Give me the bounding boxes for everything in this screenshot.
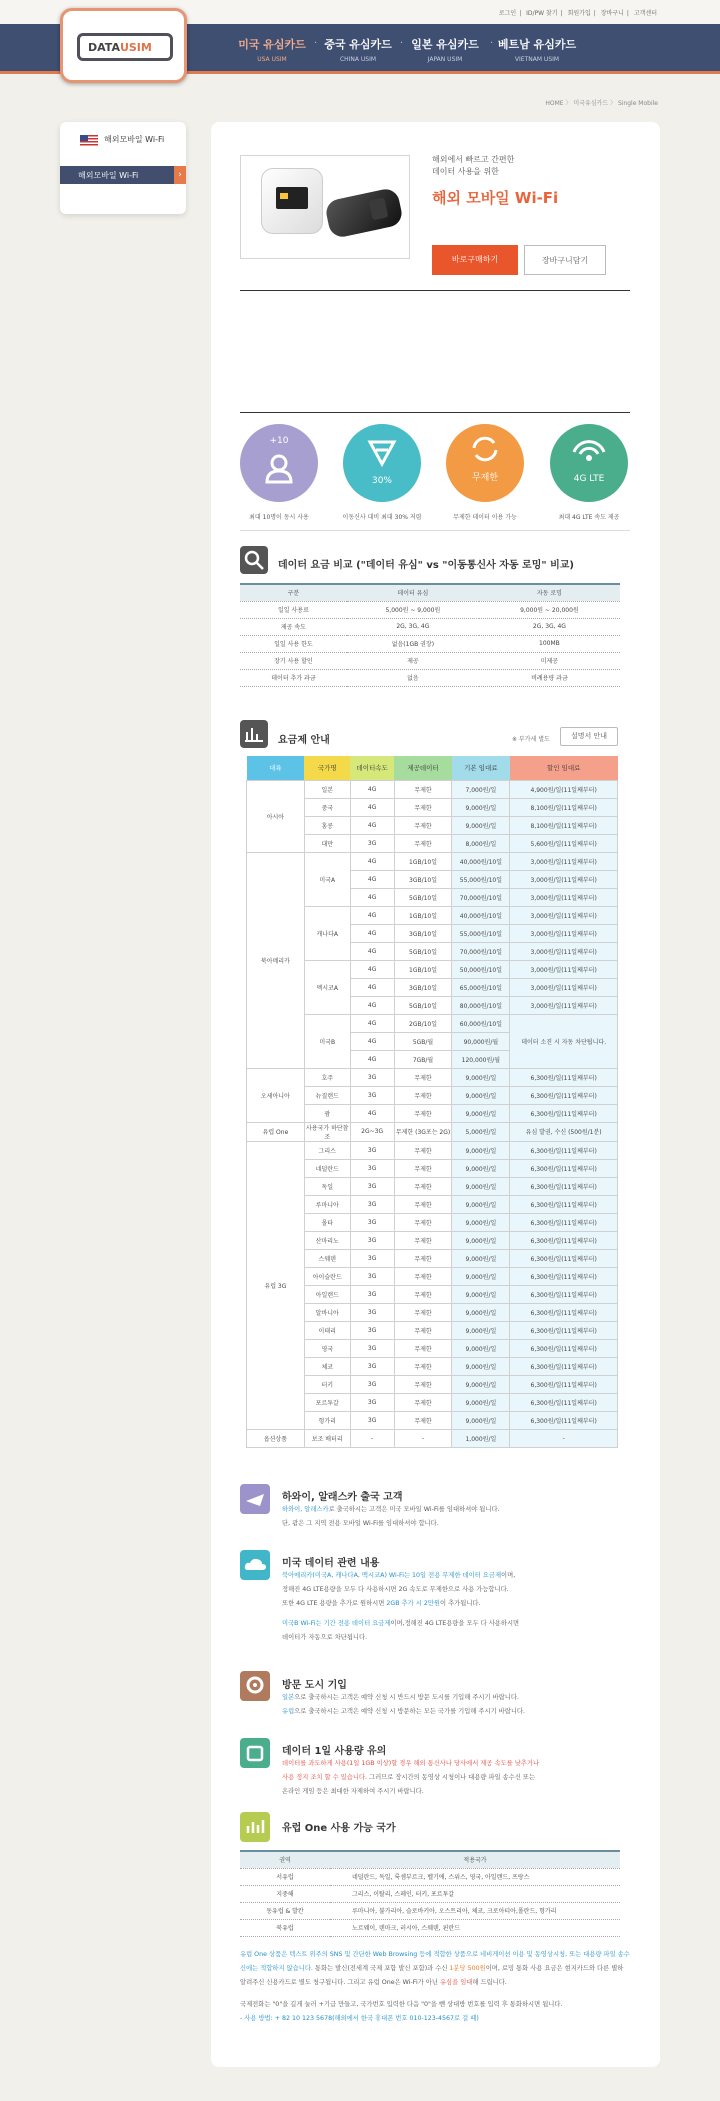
rate-cell: 대만	[304, 834, 350, 852]
feature-users-label: 최대 10명이 동시 사용	[249, 514, 309, 521]
menu-usa-label: 미국 유심카드	[238, 38, 306, 51]
rate-cell: 6,300원/일(11일째부터)	[510, 1231, 618, 1249]
compare-header: 데이터 유심	[347, 584, 479, 601]
rates-title: 요금제 안내	[278, 735, 330, 746]
rate-cell: 무제한	[394, 1285, 452, 1303]
rate-cell: 헝가리	[304, 1411, 350, 1429]
rate-cell: 9,000원/일	[452, 1339, 510, 1357]
rate-cell: 9,000원/일	[452, 1068, 510, 1086]
rate-cell: 6,300원/일(11일째부터)	[510, 1086, 618, 1104]
rate-cell: 4G	[350, 852, 394, 870]
down-arrow-icon	[367, 438, 397, 468]
rate-header: 대륙	[247, 756, 305, 780]
eu-row: 서유럽 네덜란드, 독일, 룩셈부르크, 벨기에, 스위스, 영국, 아일랜드, 프랑스	[240, 1868, 620, 1885]
rate-cell: 6,300원/일(11일째부터)	[510, 1375, 618, 1393]
rate-cell: 무제한	[394, 1177, 452, 1195]
rate-cell: 9,000원/일	[452, 1285, 510, 1303]
rate-cell: 9,000원/일	[452, 1086, 510, 1104]
rate-cell: 무제한	[394, 1231, 452, 1249]
rate-cell: 4G	[350, 1032, 394, 1050]
signup-link[interactable]: 회원가입	[567, 10, 591, 17]
signal-icon	[570, 436, 608, 466]
rate-cell: 9,000원/일	[452, 1393, 510, 1411]
eu-row: 북유럽 노르웨이, 덴마크, 러시아, 스웨덴, 핀란드	[240, 1919, 620, 1936]
rate-cell: 4,900원/일(11일째부터)	[510, 780, 618, 798]
sim-icon	[77, 33, 173, 61]
rate-cell: 3G	[350, 1357, 394, 1375]
rate-cell: 5GB/월	[394, 1032, 452, 1050]
rate-cell: 스웨덴	[304, 1249, 350, 1267]
divider	[240, 530, 630, 531]
menu-china-label: 중국 유심카드	[324, 38, 392, 51]
feature-price-value: 30%	[371, 476, 392, 486]
rate-cell: 1GB/10일	[394, 906, 452, 924]
cloud-icon	[240, 1550, 270, 1580]
rate-cell: 70,000원/10일	[452, 888, 510, 906]
login-link[interactable]: 로그인	[498, 10, 517, 17]
rate-cell: 40,000원/10일	[452, 906, 510, 924]
rate-cell: 9,000원/일	[452, 1177, 510, 1195]
rate-cell: 무제한	[394, 1303, 452, 1321]
note-euone-title: 유럽 One 사용 가능 국가	[282, 1823, 396, 1834]
rate-cell: 무제한	[394, 834, 452, 852]
compare-header: 구분	[240, 584, 347, 601]
rate-cell: 1GB/10일	[394, 852, 452, 870]
rate-cell: 9,000원/일	[452, 1195, 510, 1213]
rate-cell: 유럽 3G	[247, 1141, 305, 1429]
menu-china-sub: CHINA USIM	[339, 56, 377, 63]
rate-cell: 4G	[350, 906, 394, 924]
rate-cell: 3,000원/일(11일째부터)	[510, 852, 618, 870]
rate-cell: 3G	[350, 1231, 394, 1249]
rate-cell: 무제한	[394, 1321, 452, 1339]
rate-cell: 9,000원/일	[452, 1213, 510, 1231]
rate-cell: 4G	[350, 924, 394, 942]
rate-cell: 옵션상품	[247, 1429, 305, 1447]
eu-header: 적용국가	[330, 1851, 620, 1868]
rate-cell: 7GB/월	[394, 1050, 452, 1068]
feature-lte-icon	[550, 424, 628, 502]
compare-row: 제공 속도 2G, 3G, 4G 2G, 3G, 4G	[240, 618, 620, 635]
rate-cell: 6,300원/일(11일째부터)	[510, 1357, 618, 1375]
logo-text-usim: USIM	[119, 41, 152, 54]
feature-users-icon	[240, 424, 318, 502]
rate-cell: 아이슬란드	[304, 1267, 350, 1285]
chevron-right-icon: ›	[174, 166, 186, 184]
rate-cell: 보조 배터리	[304, 1429, 350, 1447]
rate-cell: 3,000원/일(11일째부터)	[510, 996, 618, 1014]
rate-row	[247, 780, 618, 798]
rate-cell: 6,300원/일(11일째부터)	[510, 1104, 618, 1122]
rate-cell: 무제한	[394, 1068, 452, 1086]
rate-cell: 5,600원/일(11일째부터)	[510, 834, 618, 852]
rate-cell: 5,000원/일	[452, 1122, 510, 1141]
rate-cell: 무제한	[394, 1357, 452, 1375]
rate-cell: 루마니아	[304, 1195, 350, 1213]
rate-cell: 4G	[350, 1050, 394, 1068]
compare-title: 데이터 요금 비교 ("데이터 유심" vs "이동통신사 자동 로밍" 비교)	[278, 560, 574, 571]
plane-icon	[240, 1484, 270, 1514]
rate-row	[247, 1068, 618, 1086]
rate-cell: 일본	[304, 780, 350, 798]
rate-cell: 9,000원/일	[452, 1267, 510, 1285]
rate-cell: 6,300원/일(11일째부터)	[510, 1321, 618, 1339]
rate-cell: 데이터 소진 시 자동 차단됩니다.	[510, 1014, 618, 1068]
rate-cell: 무제한	[394, 1249, 452, 1267]
rate-cell: 8,100원/일(11일째부터)	[510, 798, 618, 816]
rate-cell: -	[510, 1429, 618, 1447]
rate-cell: 4G	[350, 996, 394, 1014]
rate-cell: 4G	[350, 942, 394, 960]
rate-cell: 미국B	[304, 1014, 350, 1068]
rate-cell: 3G	[350, 1213, 394, 1231]
sidebar	[60, 122, 186, 214]
rate-cell: 3GB/10일	[394, 978, 452, 996]
rate-cell: 유심 발권, 수신 (500원/1분)	[510, 1122, 618, 1141]
rate-cell: 9,000원/일	[452, 1375, 510, 1393]
compare-row: 장기 사용 할인 제공 미제공	[240, 652, 620, 669]
rate-cell: 80,000원/10일	[452, 996, 510, 1014]
rate-cell: 4G	[350, 888, 394, 906]
product-image	[240, 155, 410, 259]
rate-cell: 3G	[350, 1159, 394, 1177]
rate-cell: 60,000원/10일	[452, 1014, 510, 1032]
rate-cell: -	[394, 1429, 452, 1447]
menu-dot: ·	[314, 38, 318, 49]
sidebar-header	[60, 130, 186, 148]
rate-cell: 무제한	[394, 1375, 452, 1393]
refresh-icon	[468, 434, 502, 464]
compare-row: 데이터 추가 과금 없음 비례용량 과금	[240, 669, 620, 686]
menu-dot: ·	[400, 38, 404, 49]
rate-cell: 무제한	[394, 1159, 452, 1177]
rate-cell: 무제한	[394, 1267, 452, 1285]
rate-cell: 2GB/10일	[394, 1014, 452, 1032]
rate-cell: 9,000원/일	[452, 1231, 510, 1249]
rate-cell: 3,000원/일(11일째부터)	[510, 870, 618, 888]
rate-cell: 70,000원/10일	[452, 942, 510, 960]
manual-button[interactable]: 설명서 안내	[560, 727, 618, 746]
rate-cell: 포르투갈	[304, 1393, 350, 1411]
rate-cell: 중국	[304, 798, 350, 816]
feature-unlimited-value: 무제한	[471, 473, 499, 483]
rate-cell: 무제한	[394, 816, 452, 834]
rate-cell: 4G	[350, 960, 394, 978]
rate-cell: 3G	[350, 834, 394, 852]
rate-cell: 캐나다A	[304, 906, 350, 960]
feature-unlimited-label: 무제한 데이터 이용 가능	[453, 514, 517, 521]
menu-china[interactable]	[318, 36, 398, 63]
rate-cell: 6,300원/일(11일째부터)	[510, 1339, 618, 1357]
product-desc-line1: 해외에서 빠르고 간편한	[432, 155, 515, 164]
rate-cell: 3G	[350, 1375, 394, 1393]
rate-cell: 6,300원/일(11일째부터)	[510, 1411, 618, 1429]
rate-cell: 오세아니아	[247, 1068, 305, 1122]
person-icon	[264, 454, 294, 484]
rate-row	[247, 1122, 618, 1141]
rate-cell: 3,000원/일(11일째부터)	[510, 942, 618, 960]
feature-lte-label: 최대 4G LTE 속도 제공	[558, 514, 620, 521]
note-usage-text: 데이터를 과도하게 사용(1일 1GB 이상)할 경우 해외 통신사나 당사에서 제공 속도를 낮추거나 사용 정지 조치 할 수 있습니다. 그러므로 장시간의 동영상 시청이나 대용량 파일 송수신 또는 온라인 게임 등은 최대한 자제하여 주시기 바랍니다.	[282, 1760, 540, 1795]
rate-cell: 괌	[304, 1104, 350, 1122]
rate-cell: 6,300원/일(11일째부터)	[510, 1159, 618, 1177]
chart-icon	[240, 1812, 270, 1842]
rate-cell: 9,000원/일	[452, 1104, 510, 1122]
find-id-link[interactable]: ID/PW 찾기	[526, 10, 558, 17]
add-to-cart-button[interactable]: 장바구니담기	[524, 245, 606, 275]
rate-cell: 50,000원/10일	[452, 960, 510, 978]
rate-cell: 4G	[350, 780, 394, 798]
sidebar-item-mobile-wifi[interactable]	[60, 166, 186, 184]
note-usa-title: 미국 데이터 관련 내용	[282, 1558, 380, 1569]
rate-cell: 아시아	[247, 780, 305, 852]
eu-row: 지중해 그리스, 이탈리, 스페인, 터키, 포르투갈	[240, 1885, 620, 1902]
rate-cell: 1,000원/일	[452, 1429, 510, 1447]
rate-cell: 8,100원/일(11일째부터)	[510, 816, 618, 834]
menu-usa[interactable]	[232, 36, 312, 63]
rate-cell: 3G	[350, 1393, 394, 1411]
top-links: 로그인 | ID/PW 찾기 | 회원가입 | 장바구니 | 고객센터	[498, 10, 657, 17]
compare-row: 일일 사용 한도 없음(1GB 권장) 100MB	[240, 635, 620, 652]
rate-header: 기본 임대료	[452, 756, 510, 780]
cart-link[interactable]: 장바구니	[600, 10, 624, 17]
compare-header: 자동 로밍	[479, 584, 620, 601]
eu-country-table	[240, 1850, 620, 1937]
rate-cell: 무제한	[394, 798, 452, 816]
rate-row	[247, 1141, 618, 1159]
rate-cell: 산마리노	[304, 1231, 350, 1249]
rate-cell: 3G	[350, 1339, 394, 1357]
rate-cell: 8,000원/일	[452, 834, 510, 852]
chart-icon	[240, 720, 268, 748]
note-usage-title: 데이터 1일 사용량 유의	[282, 1746, 387, 1757]
footer-note: 유럽 One 상품은 텍스트 위주의 SNS 및 간단한 Web Browsing 등에 적합한 상품으로 네비게이션 이용 및 동영상시청, 또는 대용량 파일 송수신에는 적합하지 않습니다. 통화는 발신(전세계 국제 포함 발신 포함)과 수신 1분당 500원이며, 로밍 통화 사용 요금은 현지카드와 다른 별하 알려주신 신용카드로 별도 청구됩니다. 그리고 유럽 One은 Wi-Fi가 아닌 유심을 임대해 드립니다. 국제전화는 "0"을 길게 눌러 +기급 만들고, 국가번호 입력한 다음 "0"을 뺀 상대방 번호를 입력 후 통화하시면 됩니다. - 사용 방법: + 82 10 123 5678(해외에서 한국 휴대폰 번호 010-123-4567로 걸 때)	[240, 1951, 630, 2022]
menu-vietnam-label: 베트남 유심카드	[497, 38, 577, 51]
white-router-icon	[261, 168, 323, 234]
rate-cell: 4G	[350, 816, 394, 834]
rate-cell: 3,000원/일(11일째부터)	[510, 978, 618, 996]
rate-cell: 3G	[350, 1321, 394, 1339]
rate-cell: 터키	[304, 1375, 350, 1393]
logo-text-data: DATA	[88, 41, 120, 54]
rate-cell: 독일	[304, 1177, 350, 1195]
rate-row	[247, 1429, 618, 1447]
menu-vietnam[interactable]	[494, 36, 580, 63]
rate-cell: 5GB/10일	[394, 888, 452, 906]
location-pin-icon	[240, 1671, 270, 1701]
rate-cell: 6,300원/일(11일째부터)	[510, 1249, 618, 1267]
rate-cell: 뉴질랜드	[304, 1086, 350, 1104]
rate-cell: 6,300원/일(11일째부터)	[510, 1195, 618, 1213]
rate-cell: 9,000원/일	[452, 1411, 510, 1429]
feature-price-icon	[343, 424, 421, 502]
feature-unlimited-icon	[446, 424, 524, 502]
rate-cell: 무제한 (3G포는 2G)	[394, 1122, 452, 1141]
rate-cell: 3G	[350, 1086, 394, 1104]
rate-cell: 미국A	[304, 852, 350, 906]
rate-cell: 9,000원/일	[452, 798, 510, 816]
us-flag-icon	[80, 135, 98, 146]
rate-cell: 그리스	[304, 1141, 350, 1159]
rate-cell: 멕시코A	[304, 960, 350, 1014]
menu-usa-sub: USA USIM	[257, 56, 287, 63]
rate-cell: 3GB/10일	[394, 924, 452, 942]
rate-cell: 6,300원/일(11일째부터)	[510, 1177, 618, 1195]
rate-header: 국가명	[304, 756, 350, 780]
rate-cell: -	[350, 1429, 394, 1447]
rate-cell: 유럽 One	[247, 1122, 305, 1141]
breadcrumb[interactable]: HOME 〉 미국유심카드 〉 Single Mobile	[545, 100, 658, 107]
compare-table	[240, 583, 620, 687]
rate-cell: 3G	[350, 1177, 394, 1195]
rate-cell: 4G	[350, 798, 394, 816]
rate-cell: 3,000원/일(11일째부터)	[510, 906, 618, 924]
product-title: 해외 모바일 Wi-Fi	[432, 189, 559, 207]
note-city-text: 일본으로 출국하시는 고객은 예약 신청 시 반드시 방문 도시를 기입해 주시기 바랍니다. 유럽으로 출국하시는 고객은 예약 신청 시 방문하는 모든 국가를 기입해 주시기 바랍니다.	[282, 1694, 526, 1715]
rate-header: 제공데이터	[394, 756, 452, 780]
support-link[interactable]: 고객센터	[633, 10, 657, 17]
sidebar-header-label: 해외모바일 Wi-Fi	[104, 135, 165, 144]
menu-japan[interactable]	[404, 36, 486, 63]
rate-cell: 6,300원/일(11일째부터)	[510, 1068, 618, 1086]
rate-cell: 6,300원/일(11일째부터)	[510, 1141, 618, 1159]
rate-cell: 4G	[350, 1014, 394, 1032]
rate-cell: 65,000원/10일	[452, 978, 510, 996]
divider	[240, 412, 630, 413]
search-icon	[240, 546, 268, 574]
rate-cell: 무제한	[394, 1141, 452, 1159]
feature-users-value: +10	[269, 436, 289, 446]
rate-header: 할인 임대료	[510, 756, 618, 780]
rate-cell: 9,000원/일	[452, 1303, 510, 1321]
rate-cell: 3G	[350, 1303, 394, 1321]
rate-cell: 체코	[304, 1357, 350, 1375]
rate-cell: 아일랜드	[304, 1285, 350, 1303]
rate-cell: 9,000원/일	[452, 1357, 510, 1375]
rate-header-row	[247, 756, 618, 780]
menu-vietnam-sub: VIETNAM USIM	[514, 56, 560, 63]
rate-cell: 5GB/10일	[394, 942, 452, 960]
rate-table	[246, 756, 618, 1448]
rate-header: 데이터속도	[350, 756, 394, 780]
rate-cell: 사용국가 하단참조	[304, 1122, 350, 1141]
device-warning-icon	[240, 1738, 270, 1768]
rate-cell: 5GB/10일	[394, 996, 452, 1014]
rate-cell: 4G	[350, 978, 394, 996]
rate-cell: 9,000원/일	[452, 1159, 510, 1177]
rate-cell: 9,000원/일	[452, 1249, 510, 1267]
rate-cell: 9,000원/일	[452, 816, 510, 834]
rate-cell: 3G	[350, 1068, 394, 1086]
compare-row: 일일 사용료 5,000원 ~ 9,000원 9,000원 ~ 20,000원	[240, 601, 620, 618]
rate-cell: 6,300원/일(11일째부터)	[510, 1267, 618, 1285]
vat-note: ※ 부가세 별도	[512, 736, 550, 743]
logo[interactable]	[60, 8, 187, 83]
rate-cell: 무제한	[394, 1104, 452, 1122]
rate-cell: 7,000원/일	[452, 780, 510, 798]
rate-cell: 3G	[350, 1411, 394, 1429]
rate-cell: 이태리	[304, 1321, 350, 1339]
rate-cell: 9,000원/일	[452, 1321, 510, 1339]
rate-cell: 3G	[350, 1249, 394, 1267]
rate-cell: 무제한	[394, 1411, 452, 1429]
rate-cell: 무제한	[394, 1213, 452, 1231]
rate-cell: 3,000원/일(11일째부터)	[510, 924, 618, 942]
eu-row: 동유럽 & 발칸 루마니아, 불가리아, 슬로바키아, 오스트리아, 체코, 크로아티아,폴란드, 헝가리	[240, 1902, 620, 1919]
rate-cell: 6,300원/일(11일째부터)	[510, 1393, 618, 1411]
menu-japan-sub: JAPAN USIM	[427, 56, 463, 63]
rate-cell: 120,000원/월	[452, 1050, 510, 1068]
note-hawaii-text: 하와이, 알래스카로 출국하시는 고객은 미국 모바일 Wi-Fi를 임대하셔야 됩니다. 단, 괌은 그 지역 전용 모바일 Wi-Fi를 임대하셔야 합니다.	[282, 1506, 500, 1527]
rate-cell: 40,000원/10일	[452, 852, 510, 870]
sidebar-item-label: 해외모바일 Wi-Fi	[78, 171, 139, 180]
menu-dot: ·	[490, 38, 494, 49]
note-usa-text: 북아메리카(미국A, 캐나다A, 멕시코A) Wi-Fi는 10일 전용 무제한 데이터 요금제이며, 정해진 4G LTE용량을 모두 다 사용하시면 2G 속도로 무제한으로 사용 가능합니다. 또한 4G LTE 용량을 추가로 원하시면 2GB 추가 시 2만원이 추가됩니다. 미국B Wi-Fi는 기간 전용 데이터 요금제이며,정해진 4G LTE용량을 모두 다 사용하시면 데이터가 자동으로 차단됩니다.	[282, 1572, 520, 1641]
feature-price-label: 이동신사 대비 최대 30% 저렴	[342, 514, 422, 521]
buy-now-button[interactable]: 바로구매하기	[432, 245, 518, 275]
eu-header: 권역	[240, 1851, 330, 1868]
feature-lte-value: 4G LTE	[573, 474, 605, 484]
divider	[240, 290, 630, 291]
rate-cell: 3G	[350, 1267, 394, 1285]
rate-cell: 6,300원/일(11일째부터)	[510, 1285, 618, 1303]
rate-cell: 호주	[304, 1068, 350, 1086]
rate-cell: 무제한	[394, 1086, 452, 1104]
rate-cell: 무제한	[394, 780, 452, 798]
note-city-title: 방문 도시 기입	[282, 1680, 347, 1691]
rate-cell: 3G	[350, 1141, 394, 1159]
rate-cell: 알바니아	[304, 1303, 350, 1321]
rate-cell: 3GB/10일	[394, 870, 452, 888]
rate-cell: 네덜란드	[304, 1159, 350, 1177]
rate-cell: 3G	[350, 1195, 394, 1213]
note-hawaii-title: 하와이, 알래스카 출국 고객	[282, 1492, 403, 1503]
rate-cell: 4G	[350, 870, 394, 888]
product-desc	[432, 154, 514, 178]
rate-cell: 몰타	[304, 1213, 350, 1231]
rate-cell: 3G	[350, 1285, 394, 1303]
rate-cell: 6,300원/일(11일째부터)	[510, 1303, 618, 1321]
rate-cell: 무제한	[394, 1195, 452, 1213]
rate-cell: 90,000원/월	[452, 1032, 510, 1050]
rate-cell: 1GB/10일	[394, 960, 452, 978]
black-router-icon	[324, 187, 404, 240]
rate-cell: 9,000원/일	[452, 1141, 510, 1159]
rate-cell: 무제한	[394, 1339, 452, 1357]
rate-cell: 55,000원/10일	[452, 870, 510, 888]
rate-cell: 3,000원/일(11일째부터)	[510, 888, 618, 906]
rate-cell: 6,300원/일(11일째부터)	[510, 1213, 618, 1231]
product-desc-line2: 데이터 사용을 위한	[432, 167, 499, 176]
rate-cell: 영국	[304, 1339, 350, 1357]
rate-row	[247, 852, 618, 870]
rate-cell: 북아메리카	[247, 852, 305, 1068]
rate-cell: 3,000원/일(11일째부터)	[510, 960, 618, 978]
rate-cell: 4G	[350, 1104, 394, 1122]
rate-cell: 55,000원/10일	[452, 924, 510, 942]
menu-japan-label: 일본 유심카드	[411, 38, 479, 51]
rate-cell: 2G~3G	[350, 1122, 394, 1141]
rate-cell: 홍콩	[304, 816, 350, 834]
rate-cell: 무제한	[394, 1393, 452, 1411]
